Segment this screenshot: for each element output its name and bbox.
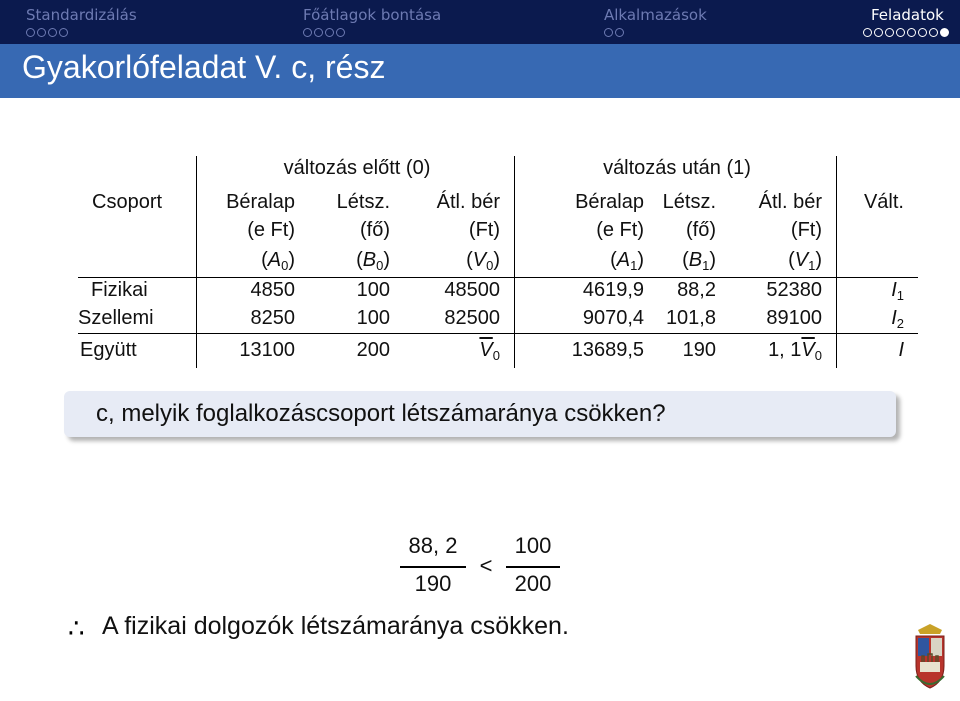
nav-dot[interactable] bbox=[874, 28, 883, 37]
cell-a1: 13689,5 bbox=[571, 339, 644, 361]
nav-dot[interactable] bbox=[336, 28, 345, 37]
nav-title[interactable]: Főátlagok bontása bbox=[303, 6, 442, 24]
cell-a0: 8250 bbox=[250, 307, 295, 329]
symbol-v0: $(V_0)$ bbox=[466, 249, 500, 273]
nav-dot[interactable] bbox=[314, 28, 323, 37]
nav-dots bbox=[303, 28, 345, 37]
table-rule bbox=[78, 333, 918, 334]
symbol-b1: $(B_1)$ bbox=[682, 249, 716, 273]
nav-dot[interactable] bbox=[303, 28, 312, 37]
row-label: Fizikai bbox=[91, 279, 148, 301]
left-denominator: 190 bbox=[414, 571, 452, 596]
nav-dots bbox=[863, 28, 949, 37]
nav-dot[interactable] bbox=[907, 28, 916, 37]
question-text: c, melyik foglalkozáscsoport létszámaránya csökken? bbox=[96, 400, 666, 427]
table-divider bbox=[836, 156, 837, 368]
header-csoport: Csoport bbox=[92, 191, 163, 213]
nav-dot[interactable] bbox=[26, 28, 35, 37]
symbol-b0: $(B_0)$ bbox=[356, 249, 390, 273]
right-denominator: 200 bbox=[514, 571, 552, 596]
cell-a0: 4850 bbox=[250, 279, 295, 301]
symbol-a0: $(A_0)$ bbox=[261, 249, 295, 273]
row-label: Együtt bbox=[80, 339, 137, 361]
unit-eft-1: (e Ft) bbox=[596, 219, 644, 241]
symbol-v1: $(V_1)$ bbox=[788, 249, 822, 273]
nav-dot[interactable] bbox=[59, 28, 68, 37]
cell-v1: 52380 bbox=[766, 279, 822, 301]
cell-a1: 4619,9 bbox=[582, 279, 644, 301]
cell-b1: 88,2 bbox=[677, 279, 716, 301]
nav-dots bbox=[26, 28, 68, 37]
unit-fo-0: (fő) bbox=[360, 219, 390, 241]
unit-ft-1: (Ft) bbox=[790, 219, 822, 241]
cell-a1: 9070,4 bbox=[582, 307, 644, 329]
cell-b1: 101,8 bbox=[665, 307, 716, 329]
nav-dot[interactable] bbox=[325, 28, 334, 37]
cell-v1-bar: 1, $1\overline{V}_0$ bbox=[768, 339, 822, 363]
nav-dot[interactable] bbox=[863, 28, 872, 37]
right-numerator: 100 bbox=[514, 533, 552, 558]
cell-v0: 48500 bbox=[444, 279, 500, 301]
left-numerator: 88, 2 bbox=[408, 533, 458, 558]
nav-dot[interactable] bbox=[48, 28, 57, 37]
title-bar bbox=[0, 44, 960, 98]
cell-index: $I_2$ bbox=[891, 307, 904, 331]
nav-title[interactable]: Standardizálás bbox=[26, 6, 137, 24]
university-crest-logo bbox=[910, 622, 950, 692]
group-header-after: változás után (1) bbox=[603, 157, 751, 179]
cell-b0: 100 bbox=[356, 279, 390, 301]
header-letsz-1: Létsz. bbox=[662, 191, 716, 213]
cell-index: I bbox=[898, 339, 904, 361]
cell-b1: 190 bbox=[682, 339, 716, 361]
nav-dot[interactable] bbox=[604, 28, 613, 37]
conclusion-text: A fizikai dolgozók létszámaránya csökken. bbox=[102, 612, 569, 640]
cell-v1: 89100 bbox=[766, 307, 822, 329]
nav-bar bbox=[0, 0, 960, 44]
nav-dot[interactable] bbox=[896, 28, 905, 37]
header-atl-ber-1: Átl. bér bbox=[758, 191, 822, 213]
header-valt: Vált. bbox=[863, 191, 904, 213]
header-beralap-0: Béralap bbox=[226, 191, 295, 213]
nav-dot[interactable] bbox=[918, 28, 927, 37]
nav-dot[interactable] bbox=[615, 28, 624, 37]
unit-fo-1: (fő) bbox=[686, 219, 716, 241]
fraction-bar bbox=[400, 566, 466, 568]
cell-b0: 200 bbox=[356, 339, 390, 361]
less-than-symbol: < bbox=[479, 553, 493, 578]
group-header-before: változás előtt (0) bbox=[283, 157, 431, 179]
nav-dot[interactable] bbox=[37, 28, 46, 37]
row-label: Szellemi bbox=[78, 307, 154, 329]
slide-title: Gyakorlófeladat V. c, rész bbox=[22, 49, 386, 85]
nav-title[interactable]: Feladatok bbox=[871, 6, 944, 24]
cell-v0: 82500 bbox=[444, 307, 500, 329]
header-atl-ber-0: Átl. bér bbox=[436, 191, 500, 213]
data-table bbox=[0, 150, 960, 370]
therefore-symbol: ∴ bbox=[68, 614, 85, 644]
unit-ft-0: (Ft) bbox=[468, 219, 500, 241]
nav-dot-current[interactable] bbox=[940, 28, 949, 37]
unit-eft-0: (e Ft) bbox=[247, 219, 295, 241]
cell-v0-bar: $\overline{V}_0$ bbox=[479, 339, 500, 363]
header-letsz-0: Létsz. bbox=[336, 191, 390, 213]
cell-b0: 100 bbox=[356, 307, 390, 329]
table-divider bbox=[196, 156, 197, 368]
nav-dot[interactable] bbox=[885, 28, 894, 37]
symbol-a1: $(A_1)$ bbox=[610, 249, 644, 273]
cell-a0: 13100 bbox=[239, 339, 295, 361]
cell-index: $I_1$ bbox=[891, 279, 904, 303]
question-box bbox=[64, 391, 896, 437]
fraction-bar bbox=[506, 566, 560, 568]
table-divider bbox=[514, 156, 515, 368]
nav-dot[interactable] bbox=[929, 28, 938, 37]
nav-dots bbox=[604, 28, 624, 37]
header-beralap-1: Béralap bbox=[575, 191, 644, 213]
nav-title[interactable]: Alkalmazások bbox=[604, 6, 707, 24]
